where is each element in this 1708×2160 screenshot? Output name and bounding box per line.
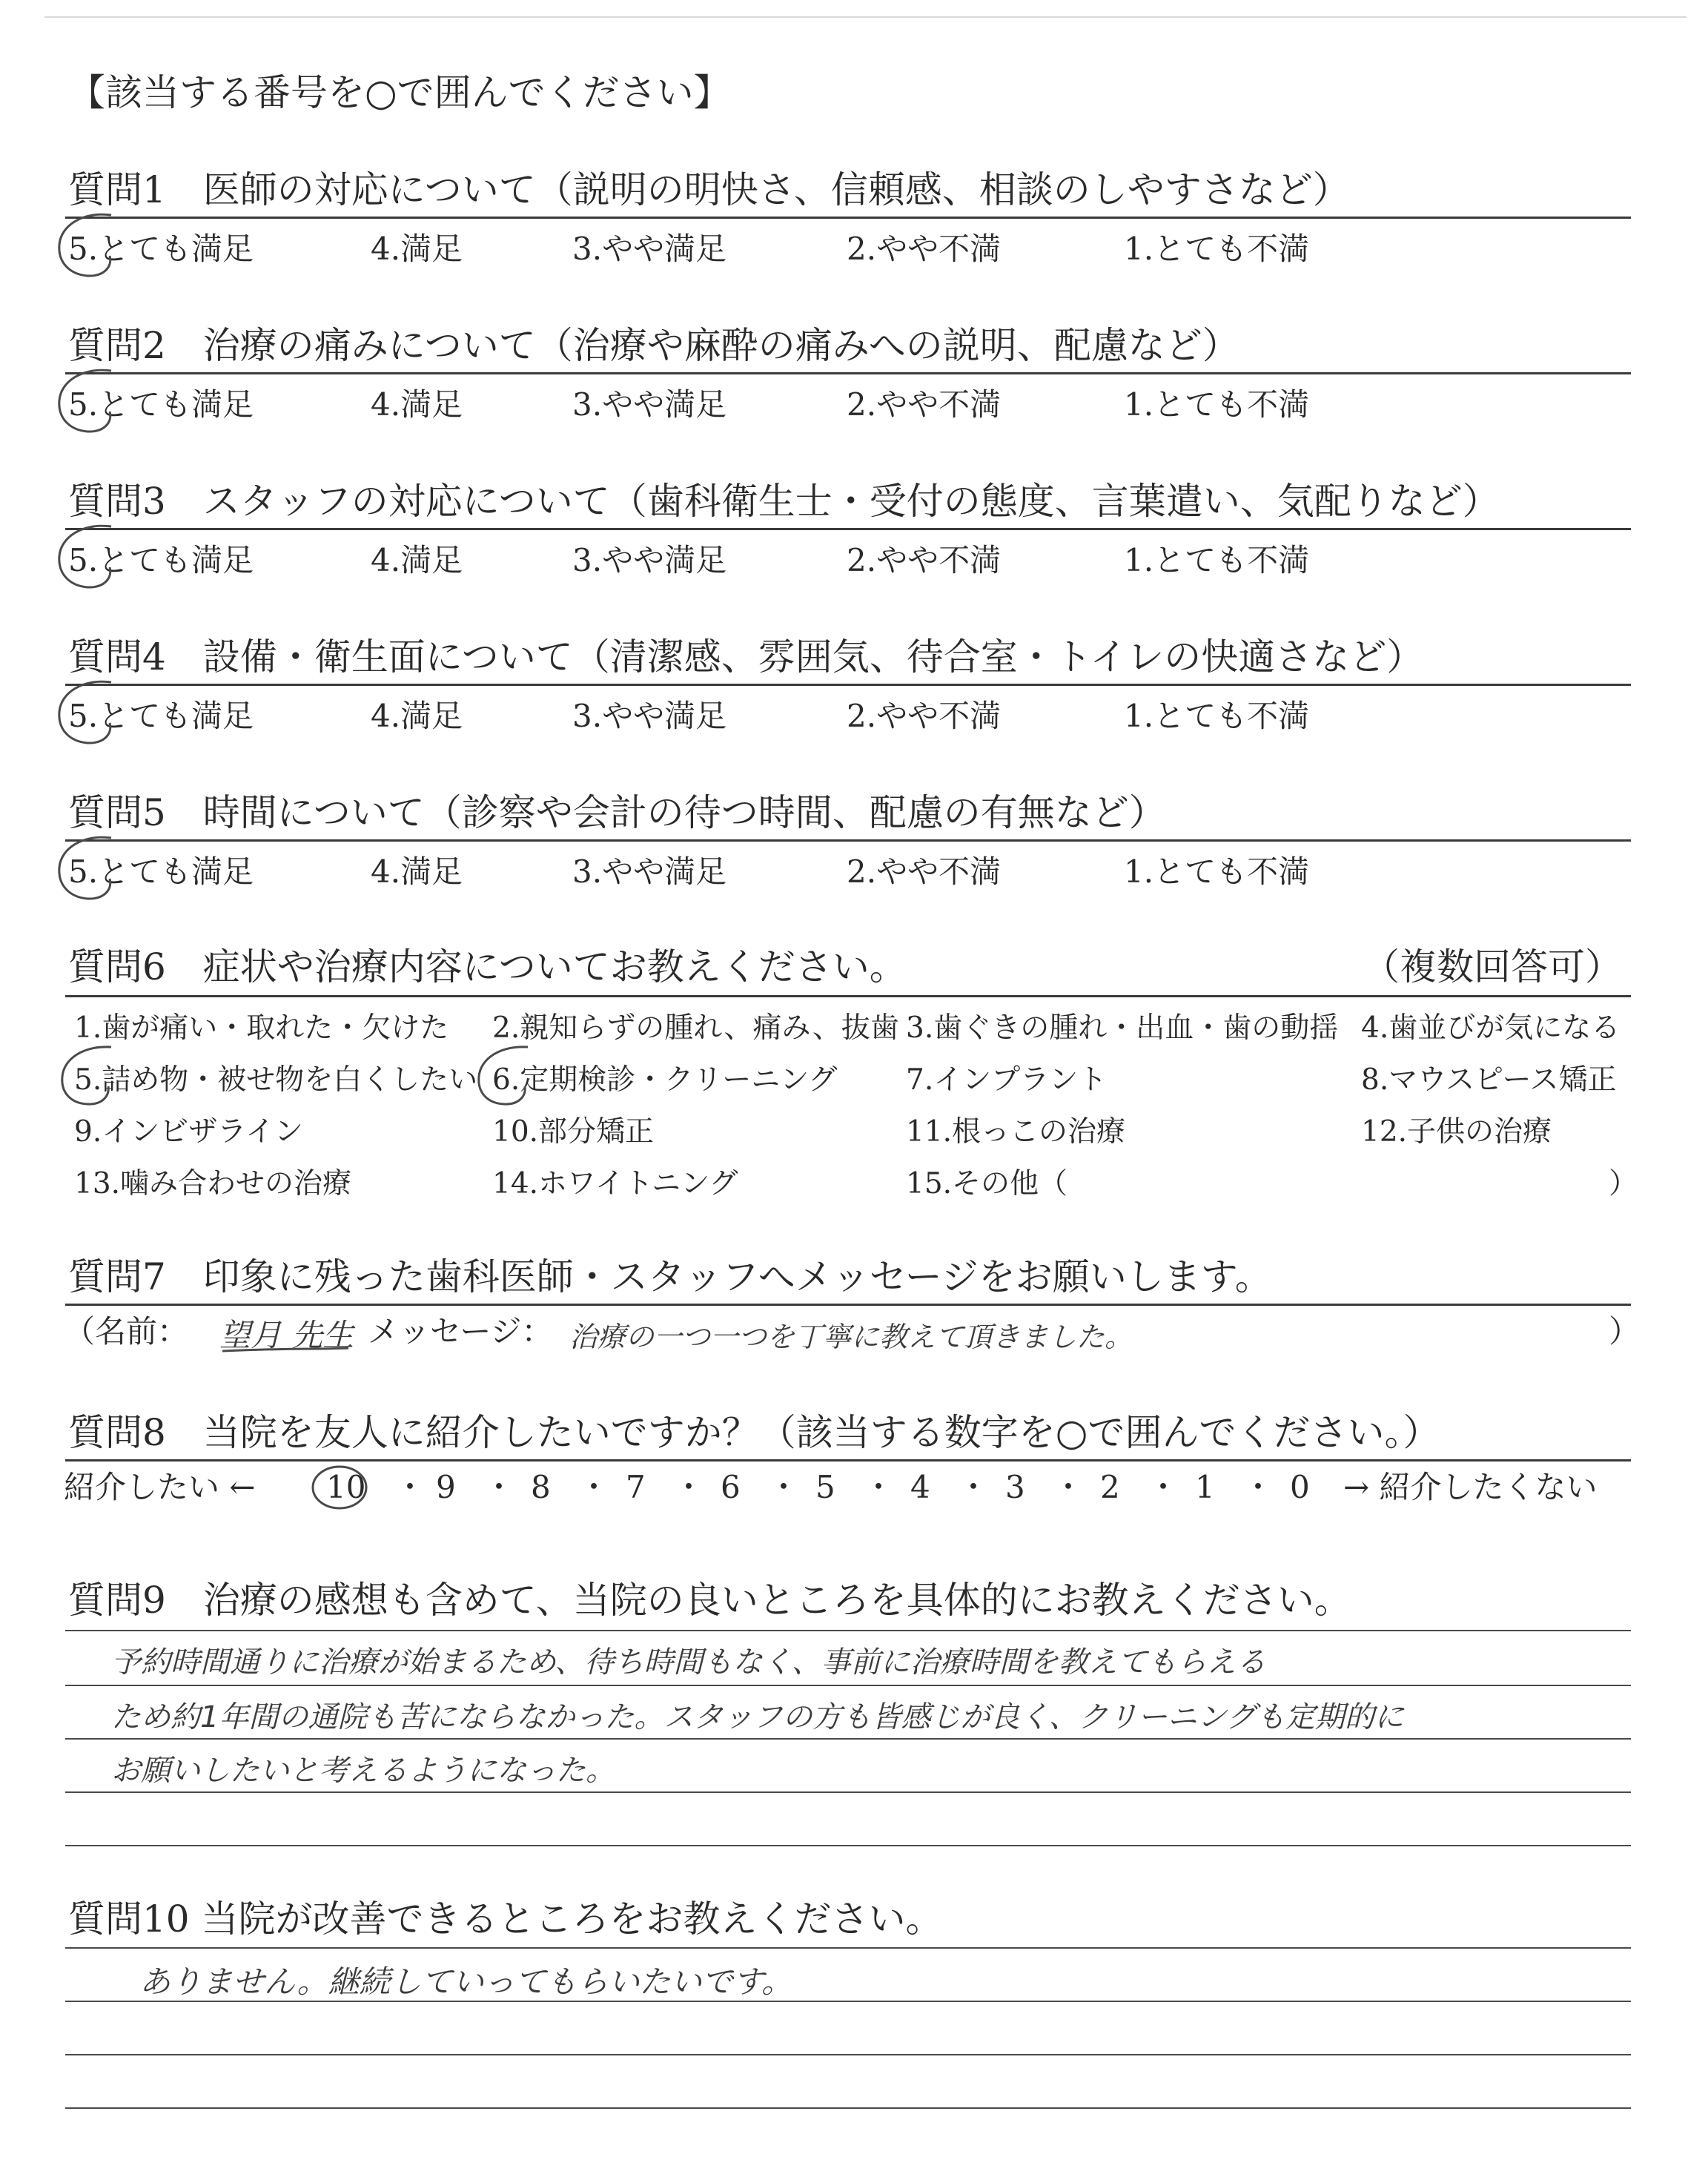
question-4-rule (65, 684, 1631, 686)
q10-writing-line (65, 2107, 1631, 2109)
question-3-heading: 質問3 スタッフの対応について（歯科衛生士・受付の態度、言葉遣い、気配りなど） (68, 480, 1500, 523)
q8-score-7[interactable]: 7 (626, 1469, 646, 1505)
q5-option-2[interactable]: 2.やや不満 (847, 853, 1002, 890)
q4-option-3[interactable]: 3.やや満足 (572, 698, 727, 734)
q9-writing-line (65, 1845, 1631, 1846)
q6-option-7[interactable]: 7.インプラント (906, 1063, 1108, 1097)
q9-writing-line (65, 1738, 1631, 1740)
question-2-heading: 質問2 治療の痛みについて（治療や麻酔の痛みへの説明、配慮など） (68, 324, 1239, 367)
q1-option-5[interactable]: 5.とても満足 (68, 231, 254, 267)
q7-close-paren: ） (1609, 1313, 1641, 1350)
question-6-note: （複数回答可） (1363, 945, 1622, 988)
q7-name-value[interactable]: 望月 先生 (219, 1317, 354, 1353)
q9-answer-line-1[interactable]: 予約時間通りに治療が始まるため、待ち時間もなく、事前に治療時間を教えてもらえる (111, 1645, 1266, 1680)
q8-score-1[interactable]: 1 (1195, 1469, 1215, 1505)
q6-option-5[interactable]: 5.詰め物・被せ物を白くしたい (74, 1063, 478, 1097)
q3-option-3[interactable]: 3.やや満足 (572, 542, 727, 578)
q8-score-6[interactable]: 6 (721, 1469, 741, 1505)
q5-option-4[interactable]: 4.満足 (371, 853, 463, 890)
q3-option-5[interactable]: 5.とても満足 (68, 542, 254, 578)
q8-score-10[interactable]: 10 (326, 1469, 366, 1505)
q6-option-2[interactable]: 2.親知らずの腫れ、痛み、抜歯 (492, 1011, 899, 1045)
q4-option-4[interactable]: 4.満足 (371, 698, 463, 734)
q8-right-label: → 紹介したくない (1343, 1469, 1598, 1505)
q8-left-label: 紹介したい ← (64, 1469, 256, 1505)
q7-name-label: （名前： (64, 1313, 189, 1350)
q9-writing-line (65, 1630, 1631, 1631)
q1-option-4[interactable]: 4.満足 (371, 231, 463, 267)
question-3-rule (65, 528, 1631, 530)
page-top-edge (44, 16, 1687, 18)
q2-option-3[interactable]: 3.やや満足 (572, 386, 727, 423)
q1-option-3[interactable]: 3.やや満足 (572, 231, 727, 267)
q6-option-8[interactable]: 8.マウスピース矯正 (1361, 1063, 1617, 1097)
question-1-heading: 質問1 医師の対応について（説明の明快さ、信頼感、相談のしやすさなど） (68, 168, 1350, 211)
q8-dot: ・ (394, 1469, 426, 1505)
q10-writing-line (65, 1947, 1631, 1949)
q5-option-3[interactable]: 3.やや満足 (572, 853, 727, 890)
question-2-rule (65, 372, 1631, 374)
q8-dot: ・ (863, 1469, 895, 1505)
q8-score-2[interactable]: 2 (1100, 1469, 1120, 1505)
q7-message-value[interactable]: 治療の一つ一つを丁寧に教えて頂きました。 (569, 1321, 1133, 1353)
q6-option-6[interactable]: 6.定期検診・クリーニング (492, 1063, 838, 1097)
q8-dot: ・ (1242, 1469, 1274, 1505)
q8-dot: ・ (1148, 1469, 1179, 1505)
question-8-heading: 質問8 当院を友人に紹介したいですか？（該当する数字を○で囲んでください。） (68, 1411, 1440, 1454)
question-10-heading: 質問10 当院が改善できるところをお教えください。 (68, 1898, 943, 1941)
question-6-heading: 質問6 症状や治療内容についてお教えください。 (68, 945, 907, 988)
q8-score-9[interactable]: 9 (436, 1469, 456, 1505)
question-8-rule (65, 1459, 1631, 1462)
q2-option-1[interactable]: 1.とても不満 (1124, 386, 1310, 423)
q8-dot: ・ (768, 1469, 800, 1505)
q10-answer[interactable]: ありません。継続していってもらいたいです。 (139, 1964, 793, 2000)
q8-score-4[interactable]: 4 (910, 1469, 930, 1505)
q6-option-1[interactable]: 1.歯が痛い・取れた・欠けた (74, 1011, 449, 1045)
q10-writing-line (65, 2054, 1631, 2055)
q6-option-9[interactable]: 9.インビザライン (74, 1115, 304, 1149)
q6-option-10[interactable]: 10.部分矯正 (492, 1115, 655, 1149)
question-7-rule (65, 1304, 1631, 1306)
q2-option-4[interactable]: 4.満足 (371, 386, 463, 423)
q6-other-close: ） (1609, 1167, 1638, 1200)
q1-option-1[interactable]: 1.とても不満 (1124, 231, 1310, 267)
q4-option-2[interactable]: 2.やや不満 (847, 698, 1002, 734)
q6-option-12[interactable]: 12.子供の治療 (1361, 1115, 1552, 1149)
q9-answer-line-3[interactable]: お願いしたいと考えるようになった。 (111, 1754, 615, 1788)
q8-dot: ・ (673, 1469, 705, 1505)
q4-option-1[interactable]: 1.とても不満 (1124, 698, 1310, 734)
q9-writing-line (65, 1685, 1631, 1686)
q8-dot: ・ (578, 1469, 610, 1505)
q8-dot: ・ (483, 1469, 515, 1505)
question-7-heading: 質問7 印象に残った歯科医師・スタッフへメッセージをお願いします。 (68, 1255, 1272, 1298)
q1-option-2[interactable]: 2.やや不満 (847, 231, 1002, 267)
q2-option-5[interactable]: 5.とても満足 (68, 386, 254, 423)
question-6-rule (65, 995, 1631, 997)
q3-option-1[interactable]: 1.とても不満 (1124, 542, 1310, 578)
q9-writing-line (65, 1791, 1631, 1793)
q3-option-4[interactable]: 4.満足 (371, 542, 463, 578)
q7-message-label: メッセージ： (368, 1313, 553, 1350)
question-5-rule (65, 839, 1631, 842)
q8-score-5[interactable]: 5 (815, 1469, 835, 1505)
question-1-rule (65, 217, 1631, 219)
q4-option-5[interactable]: 5.とても満足 (68, 698, 254, 734)
q6-option-15[interactable]: 15.その他（ (906, 1167, 1068, 1200)
q3-option-2[interactable]: 2.やや不満 (847, 542, 1002, 578)
q5-option-1[interactable]: 1.とても不満 (1124, 853, 1310, 890)
q6-option-13[interactable]: 13.噛み合わせの治療 (74, 1167, 352, 1200)
q8-score-3[interactable]: 3 (1005, 1469, 1025, 1505)
question-5-heading: 質問5 時間について（診察や会計の待つ時間、配慮の有無など） (68, 791, 1166, 834)
q8-score-8[interactable]: 8 (531, 1469, 551, 1505)
q6-option-14[interactable]: 14.ホワイトニング (492, 1167, 738, 1200)
question-4-heading: 質問4 設備・衛生面について（清潔感、雰囲気、待合室・トイレの快適さなど） (68, 635, 1424, 678)
instruction-heading: 【該当する番号を○で囲んでください】 (68, 71, 731, 114)
q6-option-11[interactable]: 11.根っこの治療 (906, 1115, 1126, 1149)
q9-answer-line-2[interactable]: ため約1年間の通院も苦にならなかった。スタッフの方も皆感じが良く、クリーニングも定期的に (111, 1700, 1404, 1734)
q6-option-4[interactable]: 4.歯並びが気になる (1361, 1011, 1621, 1045)
q8-score-0[interactable]: 0 (1290, 1469, 1310, 1505)
q2-option-2[interactable]: 2.やや不満 (847, 386, 1002, 423)
q5-option-5[interactable]: 5.とても満足 (68, 853, 254, 890)
q8-dot: ・ (1053, 1469, 1085, 1505)
question-9-heading: 質問9 治療の感想も含めて、当院の良いところを具体的にお教えください。 (68, 1579, 1351, 1622)
q8-dot: ・ (958, 1469, 990, 1505)
q6-option-3[interactable]: 3.歯ぐきの腫れ・出血・歯の動揺 (906, 1011, 1339, 1045)
